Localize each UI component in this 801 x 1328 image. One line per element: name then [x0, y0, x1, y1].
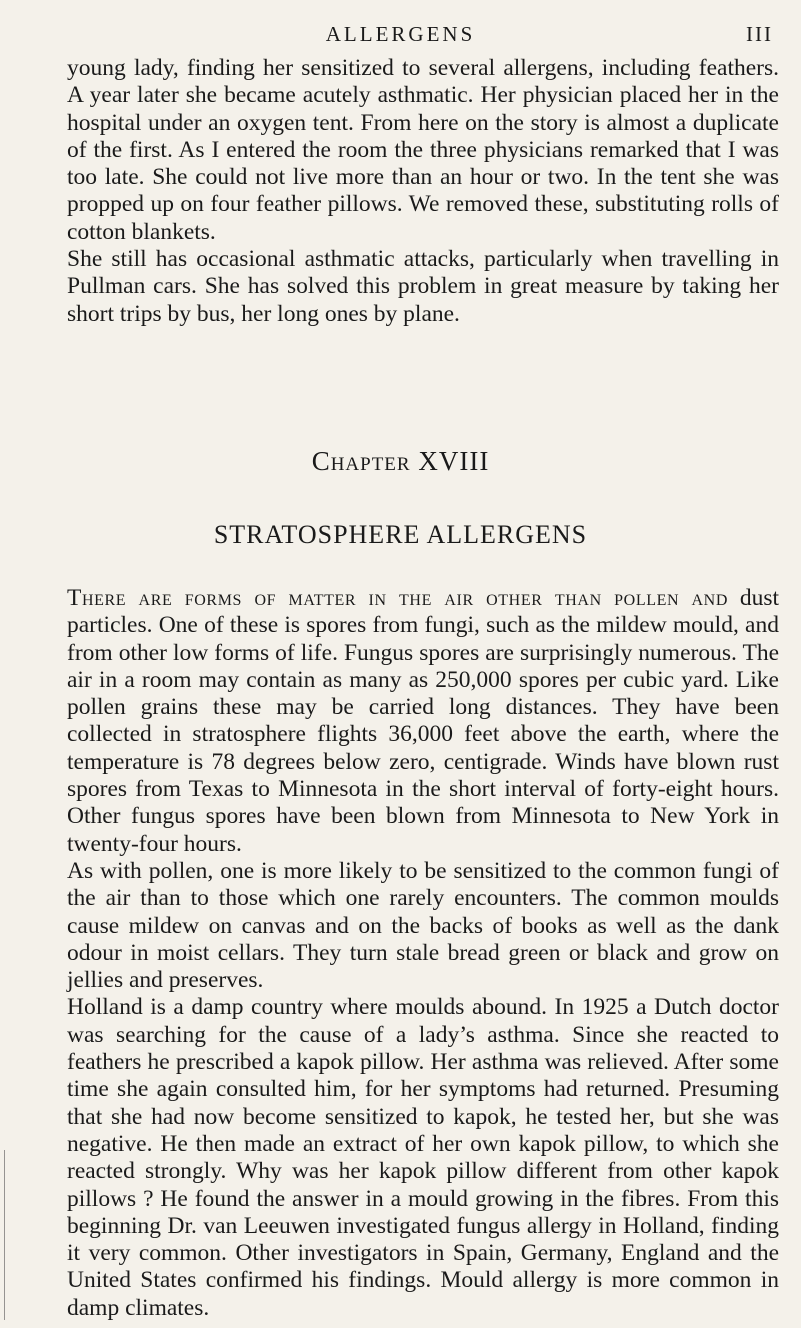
running-title: ALLERGENS — [325, 22, 476, 46]
page-number: III — [746, 22, 773, 46]
paragraph-opening — [67, 585, 779, 858]
opening-smallcaps: There are forms of matter in the air other than pollen and — [67, 585, 728, 611]
binding-edge-mark — [4, 1150, 9, 1320]
running-head — [0, 22, 801, 50]
chapter-title: STRATOSPHERE ALLERGENS — [213, 520, 588, 549]
paragraph-common-fungi: As with pollen, one is more likely to be sensitized to the common fungi of the air than to those which one rarely encounters. The common moulds cause mildew on canvas and on the backs of books as well as the dank odour in moist cellars. They turn stale bread green or black and grow on jellies and preserves. — [67, 857, 779, 994]
opening-rest: dust particles. One of these is spores from fungi, such as the mildew mould, and from other low forms of life. Fungus spores are surprisingly numerous. The air in a room may contain as many as 250,000 spores per cubic yard. Like pollen grains these may be carried long distances. They have been collected in stratosphere flights 36,000 feet above the earth, where the temperature is 78 degrees below zero, centigrade. Winds have blown rust spores from Texas to Minnesota in the short interval of forty-eight hours. Other fungus spores have been blown from Minnesota to New York in twenty-four hours. — [67, 585, 779, 857]
chapter-text-block — [67, 585, 779, 1322]
paragraph-continued: young lady, finding her sensitized to several allergens, including feathers. A year later she became acutely asthmatic. Her physician placed her in the hospital under an oxygen tent. From here on the story is almost a duplicate of the first. As I entered the room the three physicians remarked that I was too late. She could not live more than an hour or two. In the tent she was propped up on four feather pillows. We removed these, substituting rolls of cotton blankets. — [67, 55, 779, 245]
paragraph-pullman: She still has occasional asthmatic attacks, particularly when travelling in Pullman cars. She has solved this problem in great measure by taking her short trips by bus, her long ones by plane. — [67, 246, 779, 327]
chapter-label: Chapter XVIII — [311, 446, 490, 476]
paragraph-holland: Holland is a damp country where moulds abound. In 1925 a Dutch doctor was searching for the cause of a lady’s asthma. Since she reacted to feathers he prescribed a kapok pillow. Her asthma was relieved. After some time she again consulted him, for her symptoms had returned. Presuming that she had now become sensitized to kapok, he tested her, but she was negative. He then made an extract of her own kapok pillow, to which she reacted strongly. Why was her kapok pillow different from other kapok pillows ? He found the answer in a mould growing in the fibres. From this beginning Dr. van Leeuwen investigated fungus allergy in Holland, finding it very common. Other investigators in Spain, Germany, England and the United States confirmed his findings. Mould allergy is more common in damp climates. — [67, 994, 779, 1321]
top-text-block — [67, 55, 779, 328]
